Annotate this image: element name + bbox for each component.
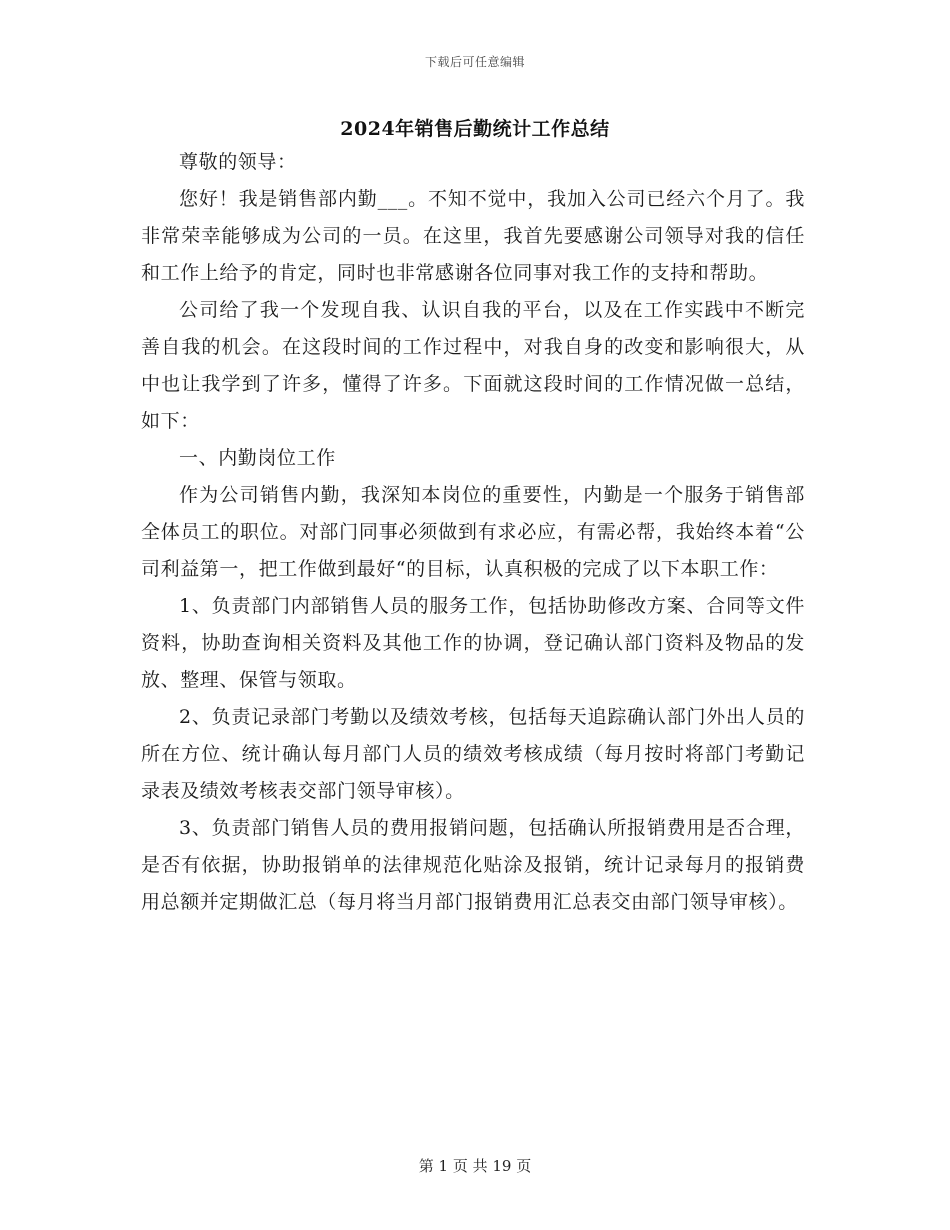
body-paragraph: 您好！我是销售部内勤___。不知不觉中，我加入公司已经六个月了。我非常荣幸能够成为公司的一员。在这里，我首先要感谢公司领导对我的信任和工作上给予的肯定，同时也非常感谢各位同事对我工作的支持和帮助。	[141, 188, 805, 284]
body-paragraph: 公司给了我一个发现自我、认识自我的平台，以及在工作实践中不断完善自我的机会。在这段时间的工作过程中，对我自身的改变和影响很大，从中也让我学到了许多，懂得了许多。下面就这段时间的工作情况做一总结，如下：	[141, 299, 805, 432]
header-note: 下载后可任意编辑	[424, 55, 525, 69]
list-item-paragraph: 3、负责部门销售人员的费用报销问题，包括确认所报销费用是否合理，是否有依据，协助报销单的法律规范化贴涂及报销，统计记录每月的报销费用总额并定期做汇总（每月将当月部门报销费用汇总表交由部门领导审核）。	[141, 817, 805, 913]
section-heading: 一、内勤岗位工作	[179, 447, 336, 469]
document-title: 2024年销售后勤统计工作总结	[340, 118, 610, 140]
document-body	[141, 144, 805, 921]
greeting-paragraph: 尊敬的领导：	[179, 151, 297, 173]
list-item-paragraph: 2、负责记录部门考勤以及绩效考核，包括每天追踪确认部门外出人员的所在方位、统计确认每月部门人员的绩效考核成绩（每月按时将部门考勤记录表及绩效考核表交部门领导审核）。	[141, 706, 805, 802]
list-item-paragraph: 1、负责部门内部销售人员的服务工作，包括协助修改方案、合同等文件资料，协助查询相关资料及其他工作的协调，登记确认部门资料及物品的发放、整理、保管与领取。	[141, 595, 805, 691]
body-paragraph: 作为公司销售内勤，我深知本岗位的重要性，内勤是一个服务于销售部全体员工的职位。对部门同事必须做到有求必应，有需必帮，我始终本着“公司利益第一，把工作做到最好“的目标，认真积极的完成了以下本职工作：	[141, 484, 805, 580]
page-number-footer: 第 1 页 共 19 页	[418, 1157, 532, 1175]
